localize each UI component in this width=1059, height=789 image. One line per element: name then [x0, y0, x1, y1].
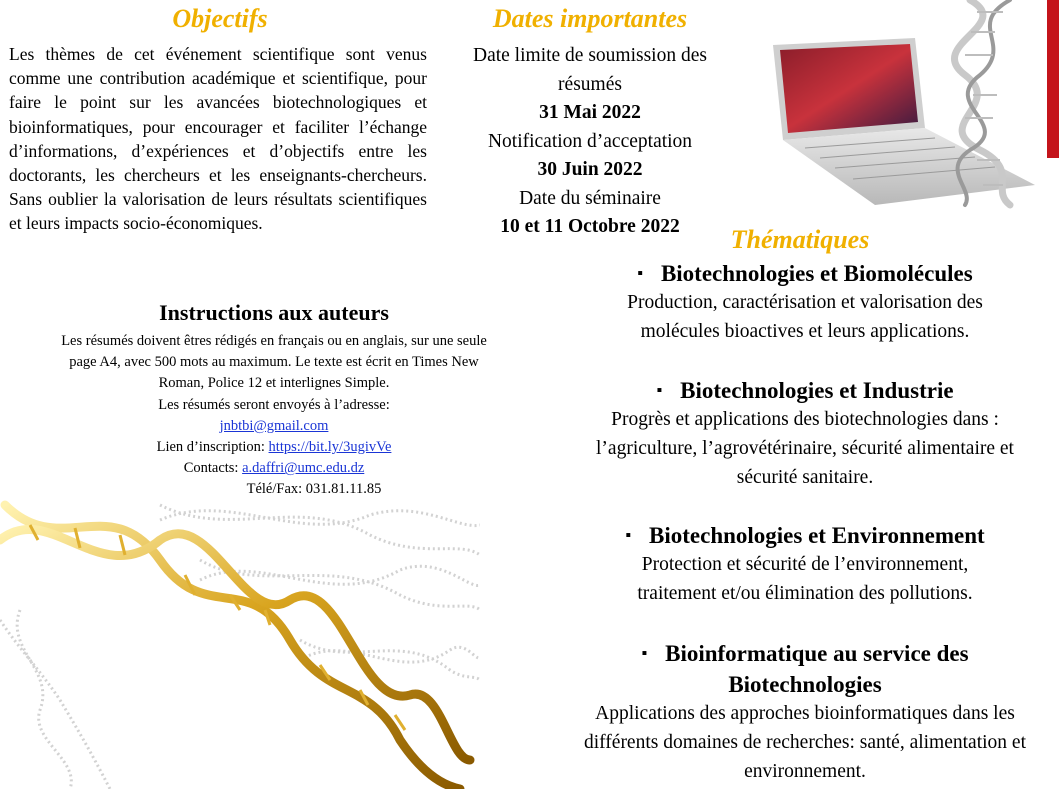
date-value-notification: 30 Juin 2022 [537, 159, 643, 180]
instructions-send: Les résumés seront envoyés à l’adresse: [158, 396, 390, 413]
telfax: Télé/Fax: 031.81.11.85 [246, 481, 382, 498]
accent-bar [1046, 0, 1059, 158]
contacts-email-link[interactable]: a.daffri@umc.edu.dz [242, 460, 365, 477]
instructions-format: Les résumés doivent êtres rédigés en français ou en anglais, sur une seule page A4, avec 500 mots au maximum. Le texte est écrit en Times New Roman, Police 12 et interlignes Simple. [61, 333, 487, 392]
date-label-seminar: Date du séminaire [519, 187, 661, 209]
theme-description: Protection et sécurité de l’environnement, traitement et/ou élimination des pollutions. [637, 554, 973, 604]
theme-title: Biotechnologies et Biomolécules [660, 261, 973, 286]
theme-industrie [560, 375, 1050, 492]
bullet-icon: ▪ [637, 265, 643, 282]
theme-description: Applications des approches bioinformatiques dans les différents domaines de recherches: santé, alimentation et environnement. [583, 703, 1026, 782]
inscription-line [30, 437, 518, 458]
date-label-submission: Date limite de soumission des résumés [473, 45, 707, 95]
submission-email-link[interactable]: jnbtbi@gmail.com [219, 417, 329, 434]
thematiques-heading: Thématiques [730, 225, 870, 254]
date-value-submission: 31 Mai 2022 [539, 102, 641, 123]
instructions-heading: Instructions aux auteurs [159, 300, 389, 325]
inscription-label: Lien d’inscription: [156, 439, 269, 456]
date-value-seminar: 10 et 11 Octobre 2022 [500, 216, 680, 237]
theme-environnement [560, 520, 1050, 609]
theme-bioinformatique [560, 638, 1050, 786]
contacts-line [30, 458, 518, 479]
objectifs-heading: Objectifs [172, 4, 268, 33]
inscription-link[interactable]: https://bit.ly/3ugivVe [268, 439, 392, 456]
theme-title: Bioinformatique au service des Biotechnologies [665, 641, 969, 697]
bullet-icon: ▪ [625, 527, 632, 544]
dates-list [440, 42, 740, 242]
objectifs-text: Les thèmes de cet événement scientifique sont venus comme une contribution académique et scientifique, pour faire le point sur les avancées biotechnologiques et bioinformatiques, pour encourager et faciliter l’échange d’informations, d’expériences et d’objectifs entre les doctorants, les chercheurs et les enseignants-chercheurs. Sans oublier la valorisation de leurs résultats scientifiques et leurs impacts socio-économiques. [9, 44, 427, 234]
theme-biomolecules [560, 258, 1050, 347]
dna-helix-image [0, 500, 480, 789]
theme-title: Biotechnologies et Environnement [649, 523, 985, 548]
instructions-text [30, 331, 518, 501]
theme-description: Production, caractérisation et valorisation des molécules bioactives et leurs applications. [627, 292, 983, 342]
theme-description: Progrès et applications des biotechnologies dans : l’agriculture, l’agrovétérinaire, sécurité alimentaire et sécurité sanitaire. [596, 409, 1014, 488]
laptop-dna-image [765, 0, 1047, 210]
dates-heading: Dates importantes [492, 4, 688, 33]
theme-title: Biotechnologies et Industrie [680, 378, 954, 403]
bullet-icon: ▪ [641, 645, 648, 662]
bullet-icon: ▪ [656, 382, 663, 399]
date-label-notification: Notification d’acceptation [487, 130, 693, 152]
contacts-label: Contacts: [183, 460, 243, 477]
